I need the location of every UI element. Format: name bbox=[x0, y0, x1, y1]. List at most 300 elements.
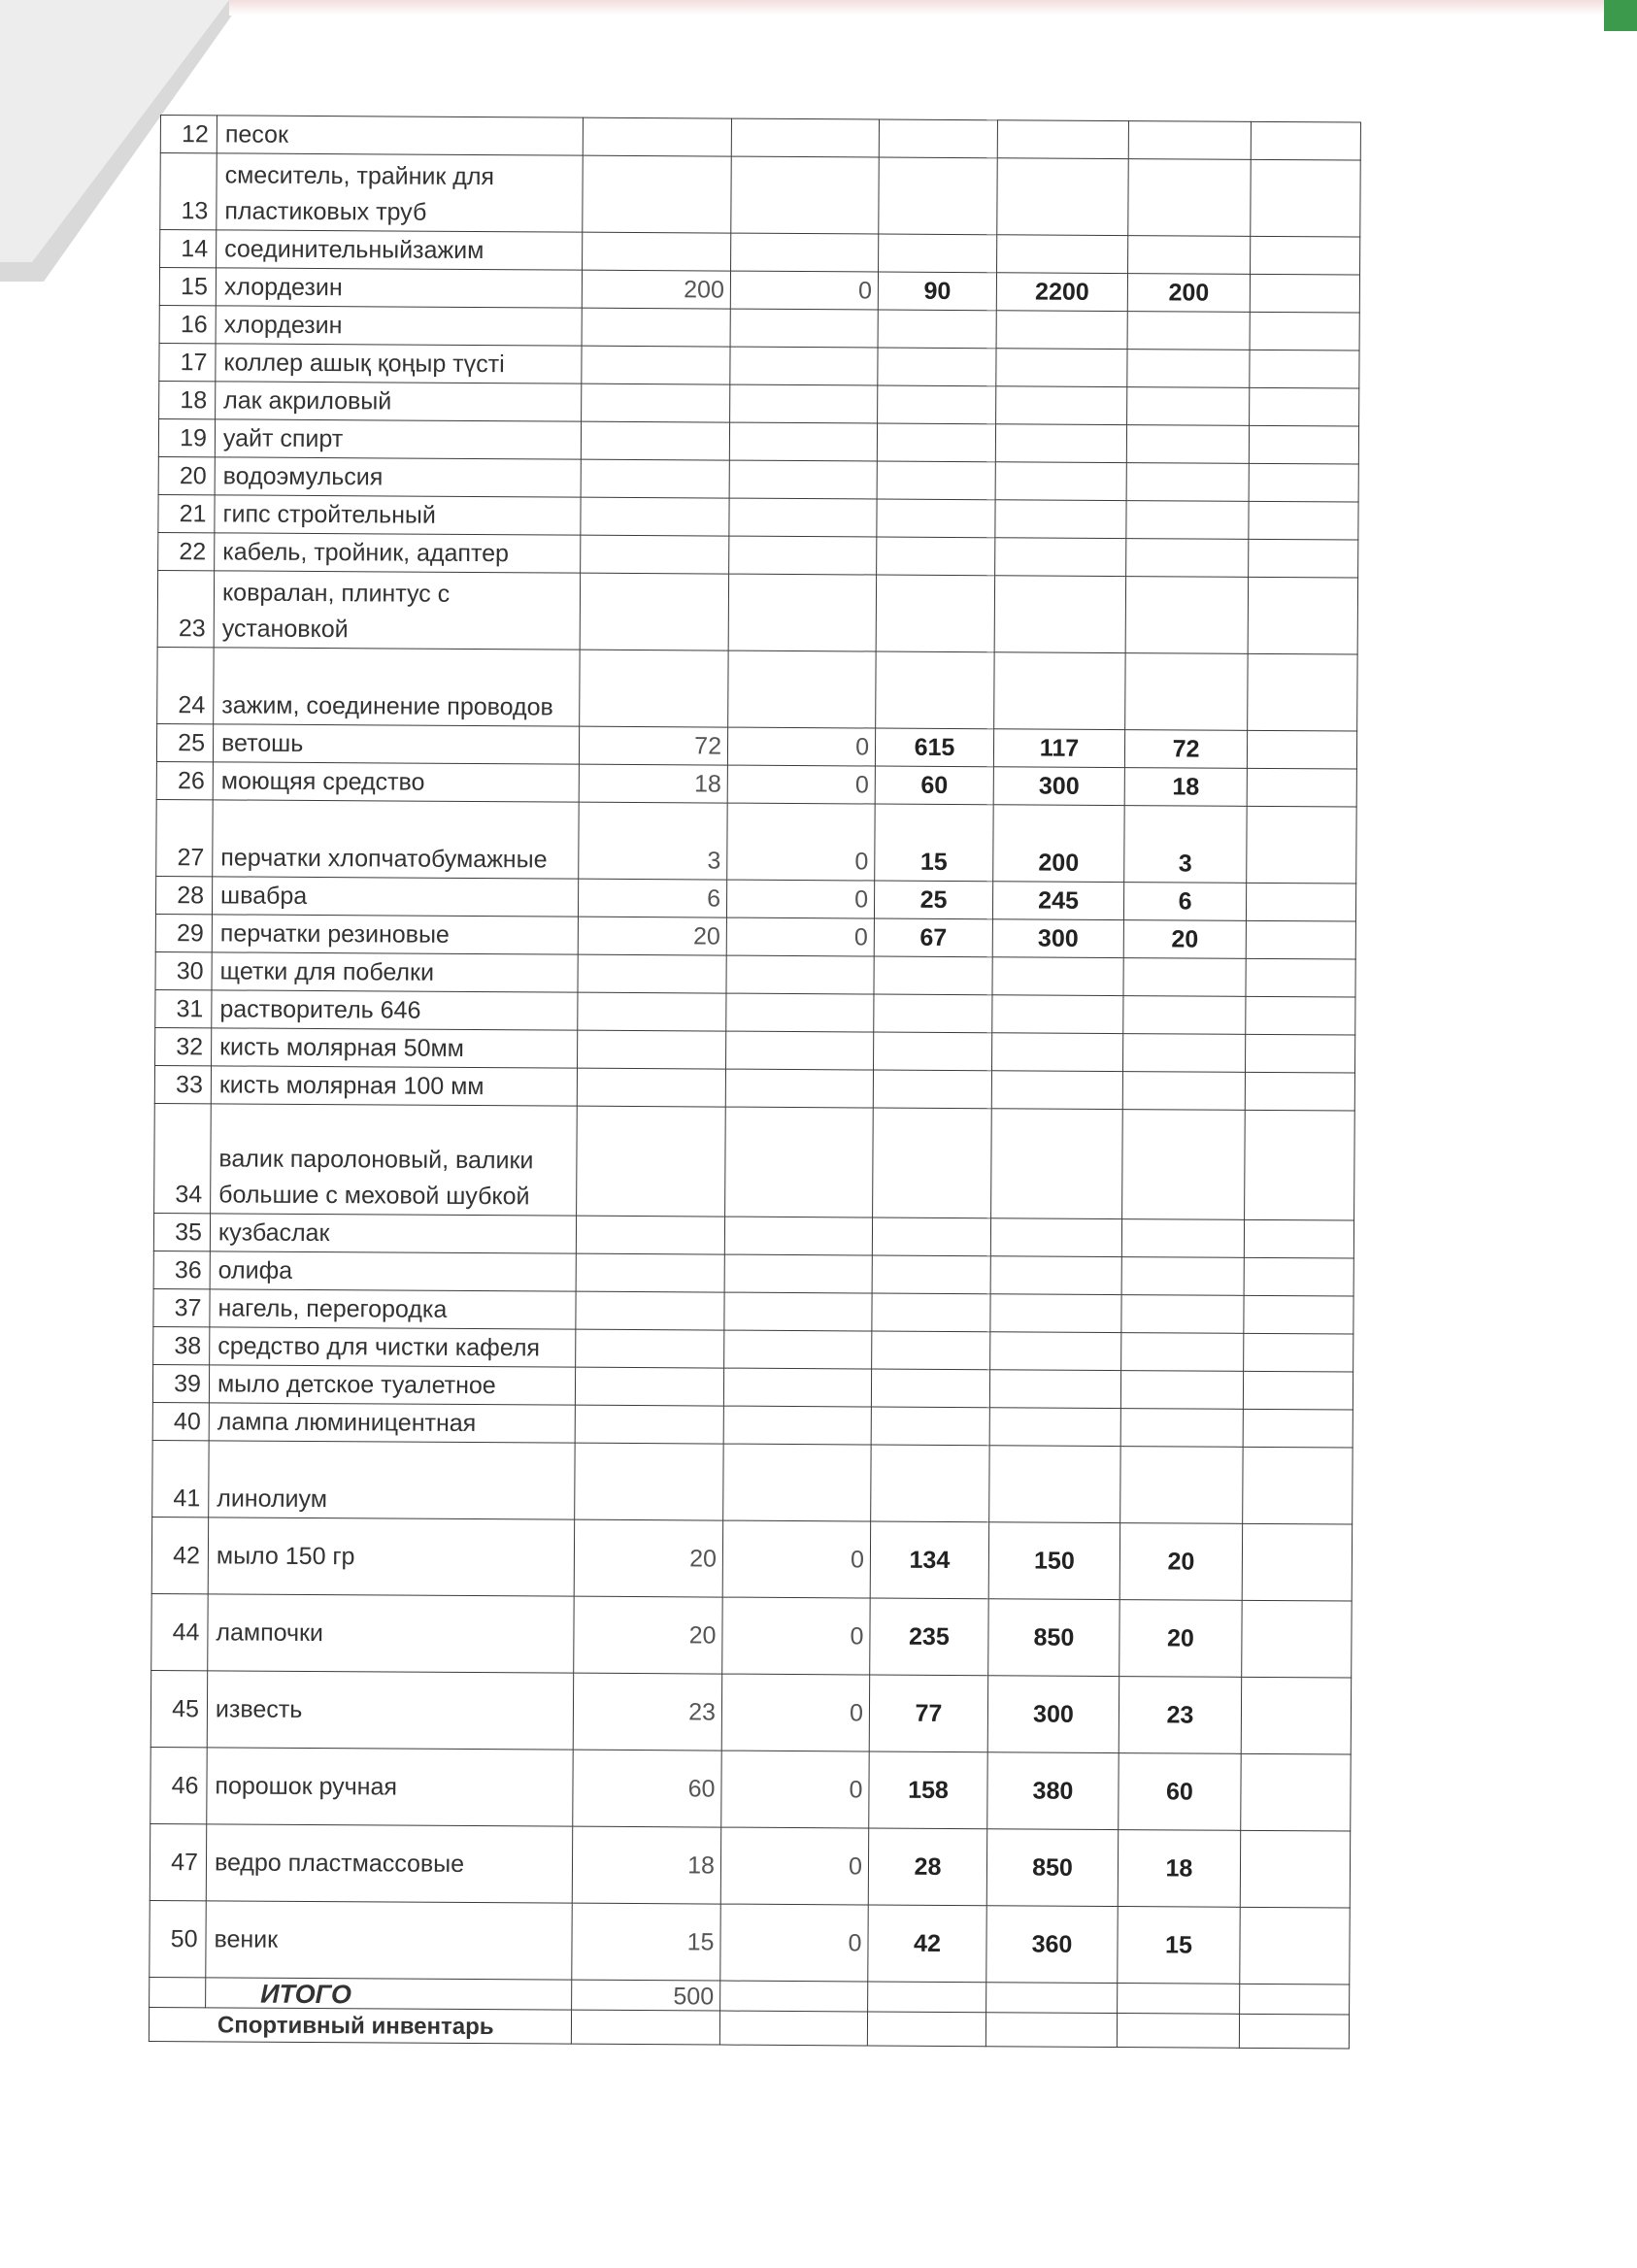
amount-cell bbox=[1125, 653, 1248, 731]
amount-cell bbox=[1126, 425, 1249, 464]
row-number: 50 bbox=[150, 1900, 206, 1977]
item-name: ведро пластмассовые bbox=[206, 1824, 572, 1903]
balance-cell: 0 bbox=[726, 880, 874, 918]
row-number: 35 bbox=[153, 1213, 210, 1251]
price-cell: 2200 bbox=[996, 273, 1127, 312]
item-name: хлордезин bbox=[216, 268, 582, 308]
price-cell bbox=[995, 424, 1126, 463]
price-cell bbox=[994, 652, 1125, 730]
balance-cell bbox=[728, 650, 876, 728]
empty-cell bbox=[1118, 1984, 1240, 2015]
extra-cell bbox=[1251, 121, 1360, 160]
row-number: 27 bbox=[156, 799, 213, 876]
table-row bbox=[157, 570, 1357, 654]
quantity-cell bbox=[581, 497, 729, 536]
price-cell bbox=[991, 1071, 1122, 1110]
empty-cell bbox=[1240, 1984, 1350, 2015]
count-cell: 158 bbox=[869, 1751, 987, 1829]
quantity-cell bbox=[583, 155, 731, 233]
item-name: хлордезин bbox=[216, 306, 582, 346]
amount-cell bbox=[1122, 1034, 1245, 1073]
price-cell bbox=[996, 311, 1127, 350]
price-cell bbox=[990, 1256, 1121, 1295]
balance-cell: 0 bbox=[720, 1827, 868, 1905]
price-cell bbox=[989, 1408, 1120, 1447]
extra-cell bbox=[1249, 463, 1358, 502]
quantity-cell bbox=[582, 346, 730, 384]
price-cell bbox=[990, 1332, 1121, 1371]
item-name: песок bbox=[217, 116, 583, 155]
table-row bbox=[150, 1900, 1350, 1984]
extra-cell bbox=[1250, 274, 1359, 313]
item-name: щетки для побелки bbox=[212, 952, 578, 992]
extra-cell bbox=[1244, 1257, 1353, 1296]
row-number: 19 bbox=[158, 418, 215, 456]
price-cell: 850 bbox=[988, 1599, 1119, 1677]
balance-cell bbox=[725, 1069, 873, 1108]
balance-cell: 0 bbox=[726, 917, 874, 956]
table-row bbox=[156, 799, 1356, 884]
extra-cell bbox=[1244, 1295, 1353, 1334]
count-cell bbox=[877, 499, 995, 538]
quantity-cell: 72 bbox=[579, 726, 727, 765]
count-cell bbox=[872, 1331, 990, 1370]
extra-cell bbox=[1249, 539, 1358, 578]
count-cell: 67 bbox=[874, 918, 992, 957]
row-number: 25 bbox=[156, 723, 213, 761]
row-number: 22 bbox=[158, 532, 215, 570]
balance-cell: 0 bbox=[727, 765, 875, 804]
amount-cell bbox=[1123, 996, 1246, 1035]
count-cell bbox=[878, 310, 996, 349]
quantity-cell bbox=[581, 421, 729, 460]
item-name: валик паролоновый, валики большие с меховой шубкой bbox=[211, 1104, 578, 1216]
count-cell: 15 bbox=[875, 804, 993, 882]
count-cell: 615 bbox=[875, 728, 993, 767]
price-cell bbox=[996, 349, 1127, 387]
amount-cell: 6 bbox=[1123, 883, 1246, 921]
row-number: 28 bbox=[155, 876, 212, 914]
amount-cell bbox=[1121, 1295, 1244, 1334]
balance-cell bbox=[730, 347, 878, 385]
price-cell: 300 bbox=[993, 767, 1124, 806]
amount-cell bbox=[1127, 387, 1250, 426]
amount-cell bbox=[1121, 1219, 1244, 1258]
empty-cell bbox=[571, 2010, 719, 2045]
price-cell: 300 bbox=[987, 1676, 1119, 1753]
amount-cell bbox=[1120, 1447, 1243, 1524]
row-number: 31 bbox=[155, 989, 212, 1027]
extra-cell bbox=[1250, 387, 1359, 426]
scan-top-edge bbox=[229, 0, 1637, 16]
count-cell bbox=[877, 461, 995, 500]
table-row bbox=[152, 1364, 1353, 1410]
table-row bbox=[158, 532, 1358, 578]
inventory-sheet bbox=[149, 115, 1360, 2050]
balance-cell bbox=[726, 1031, 874, 1070]
quantity-cell: 60 bbox=[573, 1750, 721, 1827]
quantity-cell: 23 bbox=[573, 1673, 721, 1751]
balance-cell bbox=[731, 156, 879, 234]
empty-cell bbox=[719, 2011, 867, 2046]
item-name: мыло 150 гр bbox=[208, 1518, 574, 1596]
item-name: соединительныйзажим bbox=[217, 230, 583, 270]
quantity-cell: 20 bbox=[574, 1596, 722, 1674]
table-row bbox=[155, 989, 1355, 1035]
table-row bbox=[158, 494, 1358, 540]
table-row bbox=[157, 647, 1357, 731]
quantity-cell bbox=[582, 384, 730, 422]
balance-cell bbox=[723, 1406, 871, 1445]
quantity-cell bbox=[580, 650, 728, 727]
row-number: 41 bbox=[152, 1440, 209, 1517]
extra-cell bbox=[1245, 1034, 1354, 1073]
price-cell bbox=[990, 1218, 1121, 1257]
amount-cell bbox=[1122, 1110, 1246, 1220]
row-number: 32 bbox=[155, 1027, 212, 1065]
balance-cell: 0 bbox=[721, 1751, 869, 1828]
total-num-cell bbox=[150, 1977, 206, 2007]
total-value: 500 bbox=[572, 1980, 720, 2011]
amount-cell bbox=[1121, 1333, 1244, 1372]
amount-cell bbox=[1128, 236, 1251, 275]
amount-cell bbox=[1120, 1409, 1243, 1448]
row-number: 20 bbox=[158, 456, 215, 494]
balance-cell bbox=[726, 993, 874, 1032]
table-row bbox=[159, 268, 1359, 314]
table-row bbox=[150, 1747, 1351, 1831]
balance-cell: 0 bbox=[721, 1674, 869, 1751]
table-row bbox=[159, 305, 1359, 350]
table-row bbox=[151, 1517, 1352, 1601]
amount-cell: 18 bbox=[1124, 768, 1247, 807]
count-cell bbox=[879, 234, 997, 273]
extra-cell bbox=[1251, 159, 1360, 237]
price-cell bbox=[992, 957, 1123, 996]
extra-cell bbox=[1247, 730, 1356, 769]
quantity-cell bbox=[580, 573, 728, 650]
count-cell bbox=[873, 1108, 992, 1218]
price-cell bbox=[995, 538, 1126, 577]
table-row bbox=[150, 1670, 1351, 1754]
row-number: 33 bbox=[154, 1065, 211, 1103]
balance-cell: 0 bbox=[722, 1597, 870, 1675]
row-number: 15 bbox=[159, 268, 216, 306]
price-cell: 360 bbox=[986, 1906, 1118, 1984]
quantity-cell: 3 bbox=[579, 802, 727, 880]
count-cell: 134 bbox=[870, 1521, 988, 1599]
quantity-cell bbox=[576, 1291, 724, 1330]
amount-cell bbox=[1128, 159, 1251, 237]
row-number: 12 bbox=[160, 116, 217, 153]
extra-cell bbox=[1244, 1333, 1353, 1372]
row-number: 14 bbox=[160, 230, 217, 268]
item-name: коллер ашық қоңыр түсті bbox=[216, 344, 582, 384]
price-cell: 380 bbox=[987, 1752, 1119, 1830]
row-number: 24 bbox=[157, 647, 214, 723]
price-cell bbox=[995, 462, 1126, 501]
inventory-table bbox=[149, 115, 1361, 2050]
inventory-rows bbox=[150, 116, 1361, 1985]
row-number: 37 bbox=[153, 1288, 210, 1326]
price-cell bbox=[996, 386, 1127, 425]
empty-cell bbox=[868, 1982, 986, 2013]
row-number: 17 bbox=[159, 343, 216, 381]
count-cell bbox=[872, 1217, 990, 1256]
extra-cell bbox=[1246, 883, 1355, 921]
extra-cell bbox=[1240, 1907, 1350, 1984]
balance-cell bbox=[724, 1292, 872, 1331]
empty-cell bbox=[1117, 2014, 1239, 2049]
item-name: растворитель 646 bbox=[212, 990, 578, 1030]
price-cell bbox=[994, 576, 1125, 653]
item-name: нагель, перегородка bbox=[210, 1289, 576, 1329]
extra-cell bbox=[1250, 350, 1359, 388]
table-row bbox=[153, 1326, 1353, 1372]
extra-cell bbox=[1245, 1072, 1354, 1111]
balance-cell bbox=[731, 233, 879, 272]
balance-cell bbox=[729, 422, 877, 461]
count-cell bbox=[876, 651, 994, 729]
extra-cell bbox=[1244, 1219, 1353, 1258]
quantity-cell bbox=[578, 954, 726, 993]
amount-cell bbox=[1127, 312, 1250, 350]
price-cell: 117 bbox=[993, 729, 1124, 768]
count-cell bbox=[874, 956, 992, 995]
amount-cell bbox=[1120, 1371, 1243, 1410]
table-row bbox=[153, 1288, 1353, 1334]
item-name: гипс стройтельный bbox=[215, 495, 581, 535]
item-name: веник bbox=[206, 1901, 572, 1980]
table-row bbox=[158, 456, 1358, 502]
count-cell bbox=[874, 994, 992, 1033]
item-name: мыло детское туалетное bbox=[209, 1365, 575, 1405]
price-cell: 850 bbox=[986, 1829, 1118, 1907]
count-cell: 235 bbox=[870, 1598, 988, 1676]
table-row bbox=[155, 914, 1355, 959]
balance-cell: 0 bbox=[722, 1520, 870, 1598]
balance-cell bbox=[724, 1217, 872, 1255]
row-number: 26 bbox=[156, 761, 213, 799]
table-row bbox=[154, 1065, 1354, 1111]
extra-cell bbox=[1245, 1110, 1355, 1220]
extra-cell bbox=[1248, 653, 1357, 731]
extra-cell bbox=[1242, 1523, 1352, 1601]
amount-cell bbox=[1121, 1257, 1244, 1296]
price-cell bbox=[995, 500, 1126, 539]
quantity-cell: 200 bbox=[582, 270, 730, 309]
row-number: 29 bbox=[155, 914, 212, 951]
empty-cell bbox=[1239, 2014, 1349, 2049]
balance-cell bbox=[731, 118, 879, 157]
quantity-cell bbox=[576, 1216, 724, 1254]
count-cell bbox=[873, 1070, 991, 1109]
item-name: лампа люминицентная bbox=[209, 1403, 575, 1443]
item-name: моющяя средство bbox=[213, 762, 579, 802]
balance-cell bbox=[725, 1107, 874, 1217]
balance-cell bbox=[724, 1254, 872, 1293]
price-cell bbox=[990, 1294, 1121, 1333]
section-row bbox=[149, 2007, 1349, 2049]
amount-cell: 200 bbox=[1127, 274, 1250, 313]
price-cell: 300 bbox=[992, 919, 1123, 958]
empty-cell bbox=[986, 2013, 1117, 2048]
amount-cell: 60 bbox=[1119, 1753, 1241, 1831]
quantity-cell: 15 bbox=[572, 1903, 720, 1981]
item-name: ветошь bbox=[213, 724, 579, 764]
row-number: 39 bbox=[152, 1364, 209, 1402]
quantity-cell: 6 bbox=[578, 879, 726, 917]
item-name: порошок ручная bbox=[207, 1748, 573, 1826]
extra-cell bbox=[1247, 806, 1356, 884]
count-cell bbox=[877, 423, 995, 462]
quantity-cell bbox=[581, 535, 729, 574]
extra-cell bbox=[1241, 1753, 1351, 1831]
amount-cell bbox=[1128, 121, 1251, 160]
balance-cell bbox=[723, 1368, 871, 1407]
quantity-cell: 20 bbox=[578, 917, 726, 955]
item-name: кабель, тройник, адаптер bbox=[215, 533, 581, 573]
item-name: кисть молярная 50мм bbox=[212, 1028, 578, 1068]
table-row bbox=[152, 1402, 1353, 1448]
count-cell bbox=[878, 348, 996, 386]
quantity-cell bbox=[577, 1068, 725, 1107]
balance-cell: 0 bbox=[730, 271, 878, 310]
row-number: 23 bbox=[157, 570, 214, 647]
table-row bbox=[156, 761, 1356, 807]
table-row bbox=[155, 1027, 1355, 1073]
balance-cell bbox=[724, 1330, 872, 1369]
count-cell bbox=[879, 157, 997, 235]
count-cell bbox=[878, 385, 996, 424]
amount-cell bbox=[1127, 350, 1250, 388]
table-row bbox=[152, 1440, 1353, 1524]
row-number: 47 bbox=[150, 1823, 206, 1900]
amount-cell bbox=[1126, 501, 1249, 540]
table-row bbox=[159, 381, 1359, 426]
item-name: водоэмульсия bbox=[215, 457, 581, 497]
item-name: кисть молярная 100 мм bbox=[211, 1066, 577, 1106]
extra-cell bbox=[1251, 236, 1360, 275]
table-row bbox=[151, 1593, 1352, 1678]
quantity-cell bbox=[575, 1405, 723, 1444]
amount-cell bbox=[1126, 463, 1249, 502]
table-row bbox=[160, 153, 1360, 238]
balance-cell bbox=[729, 460, 877, 499]
count-cell bbox=[879, 119, 997, 158]
balance-cell bbox=[730, 309, 878, 348]
row-number: 16 bbox=[159, 305, 216, 343]
table-row bbox=[150, 1823, 1350, 1908]
count-cell bbox=[871, 1407, 989, 1446]
amount-cell bbox=[1126, 539, 1249, 578]
amount-cell: 20 bbox=[1119, 1600, 1242, 1678]
price-cell bbox=[992, 1033, 1123, 1072]
count-cell bbox=[871, 1369, 989, 1408]
quantity-cell: 18 bbox=[579, 764, 727, 803]
balance-cell: 0 bbox=[727, 803, 875, 881]
scan-corner-mark bbox=[1604, 0, 1637, 31]
item-name: уайт спирт bbox=[215, 419, 581, 459]
count-cell bbox=[872, 1293, 990, 1332]
section-label: Спортивный инвентарь bbox=[149, 2007, 571, 2044]
count-cell: 42 bbox=[868, 1905, 986, 1983]
table-row bbox=[155, 951, 1355, 997]
extra-cell bbox=[1250, 312, 1359, 350]
item-name: смеситель, трайник для пластиковых труб bbox=[217, 153, 583, 232]
row-number: 18 bbox=[159, 381, 216, 418]
row-number: 21 bbox=[158, 494, 215, 532]
price-cell bbox=[992, 995, 1123, 1034]
row-number: 30 bbox=[155, 951, 212, 989]
total-label: ИТОГО bbox=[206, 1978, 572, 2010]
item-name: ковралан, плинтус с установкой bbox=[214, 571, 580, 650]
item-name: олифа bbox=[210, 1251, 576, 1291]
row-number: 46 bbox=[150, 1747, 207, 1823]
item-name: перчатки хлопчатобумажные bbox=[213, 800, 579, 879]
price-cell bbox=[997, 120, 1128, 159]
price-cell bbox=[989, 1370, 1120, 1409]
row-number: 13 bbox=[160, 153, 217, 230]
table-row bbox=[154, 1103, 1355, 1220]
count-cell: 28 bbox=[868, 1828, 986, 1906]
amount-cell bbox=[1125, 577, 1248, 654]
empty-cell bbox=[986, 1983, 1118, 2014]
item-name: средство для чистки кафеля bbox=[210, 1327, 576, 1367]
price-cell bbox=[997, 235, 1128, 274]
amount-cell: 20 bbox=[1119, 1523, 1242, 1601]
price-cell: 200 bbox=[993, 805, 1124, 883]
table-row bbox=[160, 230, 1360, 276]
amount-cell: 18 bbox=[1118, 1830, 1240, 1908]
extra-cell bbox=[1246, 920, 1355, 959]
quantity-cell: 18 bbox=[572, 1826, 720, 1904]
quantity-cell bbox=[578, 1030, 726, 1069]
balance-cell bbox=[729, 536, 877, 575]
item-name: лак акриловый bbox=[216, 382, 582, 421]
balance-cell: 0 bbox=[727, 727, 875, 766]
balance-cell: 0 bbox=[720, 1904, 868, 1982]
quantity-cell bbox=[575, 1443, 723, 1520]
extra-cell bbox=[1246, 996, 1355, 1035]
item-name: зажим, соединение проводов bbox=[214, 648, 580, 726]
price-cell bbox=[991, 1109, 1123, 1219]
row-number: 45 bbox=[150, 1670, 207, 1747]
count-cell bbox=[877, 537, 995, 576]
amount-cell: 15 bbox=[1118, 1907, 1240, 1984]
extra-cell bbox=[1247, 768, 1356, 807]
quantity-cell bbox=[576, 1329, 724, 1368]
row-number: 44 bbox=[151, 1593, 208, 1670]
item-name: линолиум bbox=[209, 1441, 575, 1519]
amount-cell: 20 bbox=[1123, 920, 1246, 959]
amount-cell: 23 bbox=[1119, 1677, 1241, 1754]
quantity-cell: 20 bbox=[574, 1519, 722, 1597]
count-cell: 90 bbox=[878, 272, 996, 311]
item-name: лампочки bbox=[208, 1594, 574, 1673]
quantity-cell bbox=[575, 1367, 723, 1406]
extra-cell bbox=[1248, 577, 1357, 654]
row-number: 38 bbox=[153, 1326, 210, 1364]
price-cell bbox=[989, 1446, 1120, 1523]
count-cell bbox=[876, 575, 994, 652]
extra-cell bbox=[1240, 1830, 1350, 1908]
item-name: перчатки резиновые bbox=[212, 915, 578, 954]
quantity-cell bbox=[581, 459, 729, 498]
amount-cell bbox=[1122, 1072, 1245, 1111]
item-name: швабра bbox=[212, 877, 578, 917]
extra-cell bbox=[1249, 501, 1358, 540]
